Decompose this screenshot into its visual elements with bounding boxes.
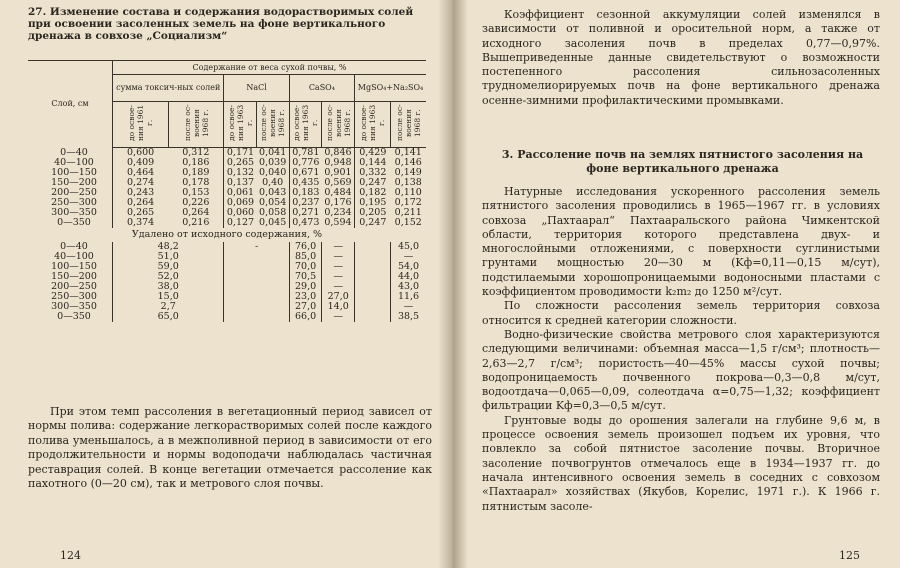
right-paragraph-1: Коэффициент сезонной аккумуляции солей изменялся в зависимости от поливной и оросительной норм, а также от исходного засоления почв в пределах 0,77—0,97%. Вышеприведенные данные свидетельствуют о возможности постепенного рассоления сильнозасоленных трудномелиорируемых почв на фоне вертикального дренажа осенне-зимними профилактическими промывками. [482, 8, 880, 107]
right-text-top [482, 8, 880, 108]
removed-value-cell: 15,0 [113, 292, 224, 302]
removed-value-cell: — [391, 252, 426, 262]
value-cell: 0,226 [182, 197, 210, 208]
value-cell: 0,265 [224, 158, 257, 168]
group-header-mgso4: MgSO₄+Na₂SO₄ [355, 75, 426, 102]
removed-value-cell [224, 262, 289, 272]
layer-cell: 300—350 [28, 208, 113, 218]
sub-header: до освое-ния 1963 г. [289, 102, 322, 148]
value-cell: 0,137 [224, 178, 257, 188]
value-cell: 0,464 [113, 168, 169, 178]
sub-header: до освое-ния 1963 г. [224, 102, 257, 148]
value-cell: 0,569 [324, 177, 352, 188]
value-cell: 0,186 [182, 157, 210, 168]
layer-cell: 0—40 [28, 148, 113, 159]
removed-value-cell: 27,0 [289, 302, 322, 312]
removed-value-cell: — [322, 262, 355, 272]
left-paragraph: При этом темп рассоления в вегетационный период зависел от нормы полива: содержание легкорастворимых солей после каждого полива уменьшалось, а в межполивной период в зависимости от его продолжительности и нормы водоподачи наблюдалась частичная реставрация солей. В конце вегетации отмечается рассоление как пахотного (0—20 см), так и метрового слоя почвы. [28, 405, 432, 491]
removed-value-cell [355, 252, 391, 262]
removed-value-cell [355, 272, 391, 282]
value-cell: 0,265 [113, 208, 169, 218]
value-cell: 0,172 [394, 197, 422, 208]
value-cell: 0,435 [289, 178, 322, 188]
value-cell: 0,054 [259, 197, 287, 208]
value-cell: 0,058 [259, 207, 287, 218]
value-cell: 0,045 [259, 217, 287, 228]
right-paragraph-5: Грунтовые воды до орошения залегали на глубине 9,6 м, в процессе освоения земель произошел подъем их уровня, что повлекло за собой пятнистое засоление почвы. Вторичное засоление почвогрунтов отмечалось еще в 1934—1937 гг. до начала интенсивного освоения земель в соседних с совхозом «Пахтаарал» хозяйствах (Якубов, Корелис, 1971 г.). К 1966 г. пятнистым засоле- [482, 413, 880, 513]
value-cell: 0,264 [182, 207, 210, 218]
removed-value-cell [355, 282, 391, 292]
removed-value-cell: - [224, 242, 289, 252]
removed-value-cell [355, 302, 391, 312]
removed-row [28, 312, 426, 322]
value-cell: 0,671 [289, 168, 322, 178]
right-paragraph-3: По сложности рассоления земель территория совхоза относится к средней категории сложности. [482, 299, 880, 327]
removed-value-cell: 23,0 [289, 292, 322, 302]
removed-value-cell: 59,0 [113, 262, 224, 272]
removed-value-cell: 51,0 [113, 252, 224, 262]
value-cell: 0,247 [355, 178, 391, 188]
removed-value-cell [355, 312, 391, 322]
sub-header: после ос-воения 1968 г. [168, 102, 224, 148]
layer-cell: 100—150 [28, 262, 113, 272]
value-cell: 0,271 [289, 208, 322, 218]
value-cell: 0,060 [224, 208, 257, 218]
removed-value-cell: 85,0 [289, 252, 322, 262]
removed-value-cell: 65,0 [113, 312, 224, 322]
value-cell: 0,312 [182, 147, 210, 158]
removed-value-cell [224, 272, 289, 282]
value-cell: 0,234 [324, 207, 352, 218]
removed-value-cell: 44,0 [391, 272, 426, 282]
value-cell: 0,484 [324, 187, 352, 198]
group-header-nacl: NaCl [224, 75, 289, 102]
layer-cell: 40—100 [28, 158, 113, 168]
right-page [452, 0, 900, 568]
removed-value-cell: 38,0 [113, 282, 224, 292]
table-header-row [28, 61, 426, 75]
value-cell: 0,178 [182, 177, 210, 188]
value-cell: 0,182 [355, 188, 391, 198]
value-cell: 0,901 [324, 167, 352, 178]
sub-header: до освое-ния 1961 г. [113, 102, 169, 148]
value-cell: 0,473 [289, 218, 322, 228]
value-cell: 0,069 [224, 198, 257, 208]
layer-cell: 300—350 [28, 302, 113, 312]
value-cell: 0,237 [289, 198, 322, 208]
removed-value-cell [224, 292, 289, 302]
layer-cell: 100—150 [28, 168, 113, 178]
value-cell: 0,243 [113, 188, 169, 198]
layer-cell: 150—200 [28, 178, 113, 188]
value-cell: 0,061 [224, 188, 257, 198]
table-caption: 27. Изменение состава и содержания водорастворимых солей при освоении засоленных земель на фоне вертикального дренажа в совхозе „Социализм“ [28, 6, 414, 42]
value-cell: 0,776 [289, 158, 322, 168]
removed-value-cell: 70,5 [289, 272, 322, 282]
salt-table [28, 60, 426, 322]
sub-header: после ос-воения 1968 г. [257, 102, 290, 148]
value-cell: 0,211 [394, 207, 422, 218]
removed-value-cell [355, 292, 391, 302]
layer-header: Слой, см [28, 61, 113, 148]
value-cell: 0,247 [355, 218, 391, 228]
removed-value-cell [224, 312, 289, 322]
value-cell: 0,40 [262, 177, 284, 188]
removed-value-cell: 48,2 [113, 242, 224, 252]
group-header-caso4: CaSO₄ [289, 75, 354, 102]
group-header-sum: сумма токсич-ных солей [113, 75, 224, 102]
value-cell: 0,216 [182, 217, 210, 228]
removed-value-cell: 27,0 [322, 292, 355, 302]
value-cell: 0,409 [113, 158, 169, 168]
removed-value-cell: 76,0 [289, 242, 322, 252]
page-number-right: 125 [839, 549, 860, 562]
removed-table-body [28, 242, 426, 322]
value-cell: 0,600 [113, 148, 169, 159]
layer-cell: 0—350 [28, 312, 113, 322]
value-cell: 0,132 [224, 168, 257, 178]
value-cell: 0,374 [113, 218, 169, 228]
removed-value-cell: 70,0 [289, 262, 322, 272]
value-cell: 0,141 [394, 147, 422, 158]
value-cell: 0,948 [324, 157, 352, 168]
value-cell: 0,149 [394, 167, 422, 178]
removed-value-cell: 11,6 [391, 292, 426, 302]
removed-value-cell: — [322, 242, 355, 252]
value-cell: 0,041 [259, 147, 287, 158]
removed-value-cell: 2,7 [113, 302, 224, 312]
page-number-left: 124 [60, 549, 81, 562]
removed-value-cell: — [322, 282, 355, 292]
value-cell: 0,429 [355, 148, 391, 159]
value-cell: 0,144 [355, 158, 391, 168]
removed-value-cell: 54,0 [391, 262, 426, 272]
layer-cell: 0—40 [28, 242, 113, 252]
removed-value-cell [224, 282, 289, 292]
removed-value-cell [355, 262, 391, 272]
value-cell: 0,594 [324, 217, 352, 228]
removed-value-cell: 29,0 [289, 282, 322, 292]
layer-cell: 250—300 [28, 198, 113, 208]
removed-value-cell: — [391, 302, 426, 312]
removed-value-cell: — [322, 312, 355, 322]
removed-value-cell: 14,0 [322, 302, 355, 312]
layer-cell: 200—250 [28, 282, 113, 292]
right-paragraph-4: Водно-физические свойства метрового слоя характеризуются следующими величинами: объемная масса—1,5 г/см³; плотность—2,63—2,7 г/см³; пористость—40—45% массы сухой почвы; водопроницаемость почвенного покрова—0,3—0,8 м/сут, водоотдача—0,065—0,09, солеотдача α=0,75—1,32; коэффициент фильтрации Kф=0,3—0,5 м/сут. [482, 327, 880, 413]
removed-value-cell: — [322, 252, 355, 262]
value-cell: 0,183 [289, 188, 322, 198]
value-cell: 0,274 [113, 178, 169, 188]
removed-header: Удалено от исходного содержания, % [131, 229, 323, 240]
value-cell: 0,127 [224, 218, 257, 228]
value-cell: 0,153 [182, 187, 210, 198]
removed-value-cell [224, 302, 289, 312]
value-cell: 0,195 [355, 198, 391, 208]
layer-cell: 40—100 [28, 252, 113, 262]
section-heading: 3. Рассоление почв на землях пятнистого засоления на фоне вертикального дренажа [501, 148, 864, 175]
removed-value-cell [224, 252, 289, 262]
value-cell: 0,043 [259, 187, 287, 198]
sub-header: после ос-воения 1968 г. [391, 102, 426, 148]
value-cell: 0,039 [259, 157, 287, 168]
value-cell: 0,138 [394, 177, 422, 188]
layer-cell: 200—250 [28, 188, 113, 198]
removed-value-cell: 66,0 [289, 312, 322, 322]
removed-value-cell: 43,0 [391, 282, 426, 292]
removed-value-cell: 52,0 [113, 272, 224, 282]
removed-value-cell: 45,0 [391, 242, 426, 252]
table-row [28, 218, 426, 228]
sub-header: после ос-воения 1968 г. [322, 102, 355, 148]
value-cell: 0,332 [355, 168, 391, 178]
sub-header: до освое-ния 1963 г. [355, 102, 391, 148]
value-cell: 0,205 [355, 208, 391, 218]
table-body [28, 148, 426, 229]
value-cell: 0,152 [394, 217, 422, 228]
value-cell: 0,040 [259, 167, 287, 178]
top-header: Содержание от веса сухой почвы, % [192, 62, 347, 72]
value-cell: 0,110 [394, 187, 422, 198]
layer-cell: 250—300 [28, 292, 113, 302]
layer-cell: 150—200 [28, 272, 113, 282]
right-paragraph-2: Натурные исследования ускоренного рассоления земель пятнистого засоления проводились в 1965—1967 гг. в условиях совхоза „Пахтаарал“ Пахтааральского района Чимкентской области, территория которого представлена двух- и многослойными отложениями, с поверхности суглинистыми грунтами мощностью 20—30 м (Kф=0,11—0,15 м/сут), подстилаемыми хорошопроницаемыми водоносными пластами с коэффициентом проводимости k₂m₂ до 1250 м²/сут. [482, 185, 880, 299]
value-cell: 0,189 [182, 167, 210, 178]
value-cell: 0,146 [394, 157, 422, 168]
removed-value-cell: — [322, 272, 355, 282]
removed-value-cell [355, 242, 391, 252]
value-cell: 0,846 [324, 147, 352, 158]
removed-value-cell: 38,5 [391, 312, 426, 322]
removed-header-row [28, 228, 426, 242]
value-cell: 0,171 [224, 148, 257, 159]
value-cell: 0,264 [113, 198, 169, 208]
layer-cell: 0—350 [28, 218, 113, 228]
right-text-body [482, 185, 880, 514]
value-cell: 0,781 [289, 148, 322, 159]
value-cell: 0,176 [324, 197, 352, 208]
